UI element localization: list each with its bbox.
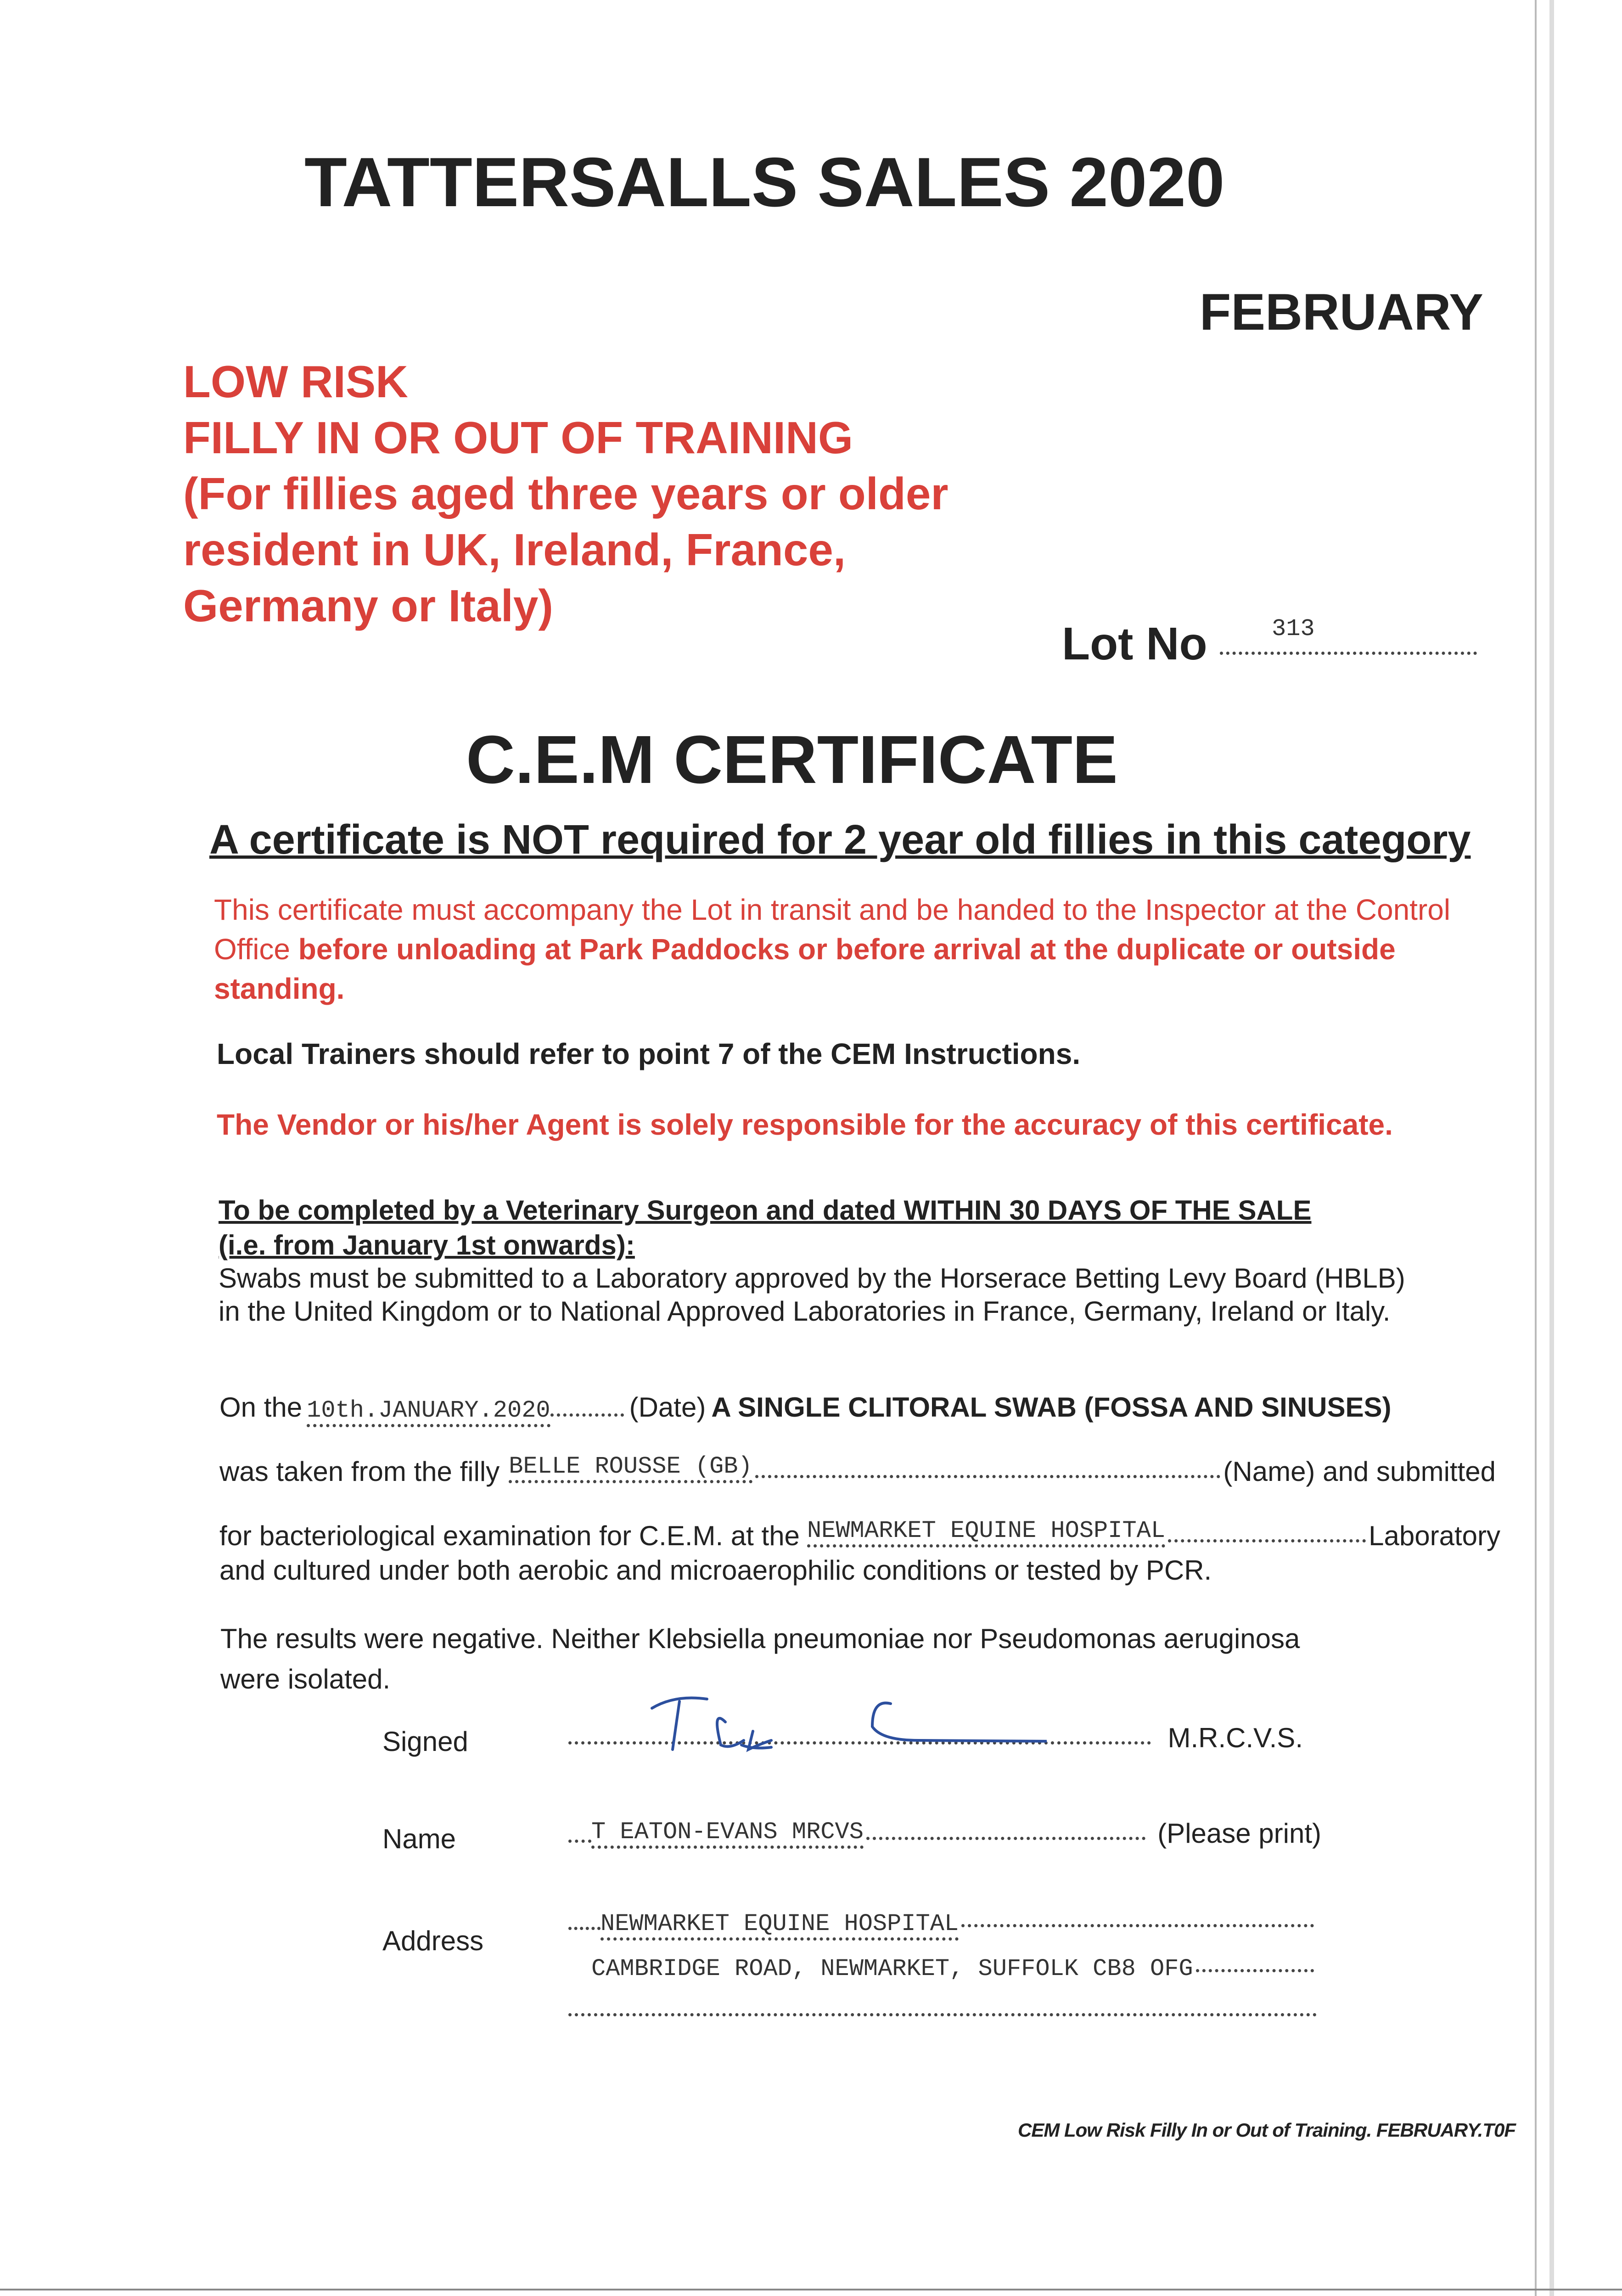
category-line: Germany or Italy) — [183, 580, 554, 631]
scan-edge-line — [1549, 0, 1554, 2296]
vet-heading-line: To be completed by a Veterinary Surgeon and dated WITHIN 30 DAYS OF THE SALE — [219, 1195, 1312, 1226]
lot-field — [1220, 647, 1477, 655]
address-label: Address — [382, 1925, 484, 1956]
name-fill — [866, 1837, 1145, 1840]
category-line: resident in UK, Ireland, France, — [183, 524, 846, 575]
label: Laboratory — [1369, 1520, 1500, 1551]
laboratory-line — [219, 1517, 1500, 1556]
instruction-line: Swabs must be submitted to a Laboratory approved by the Horserace Betting Levy Board (HBLB) — [219, 1263, 1405, 1294]
vet-heading-line: (i.e. from January 1st onwards): — [219, 1230, 635, 1261]
label: (Please print) — [1157, 1818, 1321, 1849]
instruction-line: in the United Kingdom or to National Approved Laboratories in France, Germany, Ireland or Italy. — [219, 1296, 1391, 1327]
address-line — [568, 2016, 1317, 2019]
cultured-text: and cultured under both aerobic and microaerophilic conditions or tested by PCR. — [219, 1555, 1212, 1586]
name-label: Name — [382, 1823, 456, 1854]
vet-heading — [219, 1193, 1311, 1263]
not-required-note: A certificate is NOT required for 2 year old fillies in this category — [209, 817, 1471, 863]
label: M.R.C.V.S. — [1167, 1722, 1303, 1753]
address-line — [568, 1955, 1317, 1982]
laboratory-value[interactable]: NEWMARKET EQUINE HOSPITAL — [807, 1517, 1165, 1548]
address-line-value[interactable]: CAMBRIDGE ROAD, NEWMARKET, SUFFOLK CB8 OFG — [591, 1955, 1193, 1982]
swab-type: A SINGLE CLITORAL SWAB (FOSSA AND SINUSES) — [711, 1392, 1392, 1423]
swab-instructions — [219, 1262, 1405, 1328]
label: was taken from the filly — [219, 1456, 500, 1487]
label: for bacteriological examination for C.E.M. at the — [219, 1520, 800, 1551]
fill — [568, 1927, 601, 1930]
transit-notice-text: This certificate must accompany the Lot in transit and be handed to the Inspector at the Control Office — [214, 893, 1451, 966]
certificate-title: C.E.M CERTIFICATE — [466, 722, 1118, 798]
results-line: were isolated. — [220, 1664, 391, 1694]
results-line: The results were negative. Neither Klebsiella pneumoniae nor Pseudomonas aeruginosa — [220, 1623, 1300, 1654]
scan-edge-line — [1535, 0, 1537, 2296]
date-fill — [550, 1413, 624, 1417]
category-line: (For fillies aged three years or older — [183, 468, 949, 519]
page-title: TATTERSALLS SALES 2020 — [304, 143, 1225, 221]
filly-fill — [755, 1475, 1221, 1478]
vendor-note: The Vendor or his/her Agent is solely responsible for the accuracy of this certificate. — [217, 1108, 1393, 1141]
sale-month: FEBRUARY — [1199, 283, 1483, 341]
filly-line — [219, 1453, 1496, 1491]
lot-number — [1062, 618, 1477, 670]
lot-value: 313 — [1272, 615, 1315, 642]
footer-reference: CEM Low Risk Filly In or Out of Training. FEBRUARY.T0F — [1018, 2119, 1515, 2141]
date-value[interactable]: 10th.JANUARY.2020 — [307, 1397, 550, 1427]
handwritten-signature — [634, 1681, 1047, 1763]
lot-label: Lot No — [1062, 618, 1207, 670]
filly-name-value[interactable]: BELLE ROUSSE (GB) — [509, 1453, 752, 1483]
laboratory-fill — [1168, 1539, 1366, 1542]
signed-label: Signed — [382, 1726, 468, 1757]
scan-bottom-line — [0, 2289, 1622, 2290]
transit-notice-bold: before unloading at Park Paddocks or before arrival at the duplicate or outside standing. — [214, 933, 1396, 1005]
address-fill — [1196, 1969, 1314, 1972]
date-line — [219, 1391, 1496, 1427]
name-line — [568, 1818, 1321, 1853]
label: On the — [219, 1392, 303, 1423]
label: (Date) — [629, 1392, 706, 1423]
local-trainers-note: Local Trainers should refer to point 7 of the CEM Instructions. — [217, 1037, 1081, 1070]
category-block — [183, 354, 949, 634]
address-fill — [961, 1924, 1314, 1927]
fill — [568, 1840, 591, 1843]
address-line-value[interactable]: NEWMARKET EQUINE HOSPITAL — [601, 1910, 959, 1941]
category-line: FILLY IN OR OUT OF TRAINING — [183, 412, 853, 463]
category-line: LOW RISK — [183, 356, 408, 407]
transit-notice — [214, 890, 1454, 1008]
vet-name-value[interactable]: T EATON-EVANS MRCVS — [591, 1818, 864, 1849]
address-line — [568, 1910, 1317, 1941]
label: (Name) and submitted — [1223, 1456, 1496, 1487]
address-fill — [568, 2013, 1317, 2016]
